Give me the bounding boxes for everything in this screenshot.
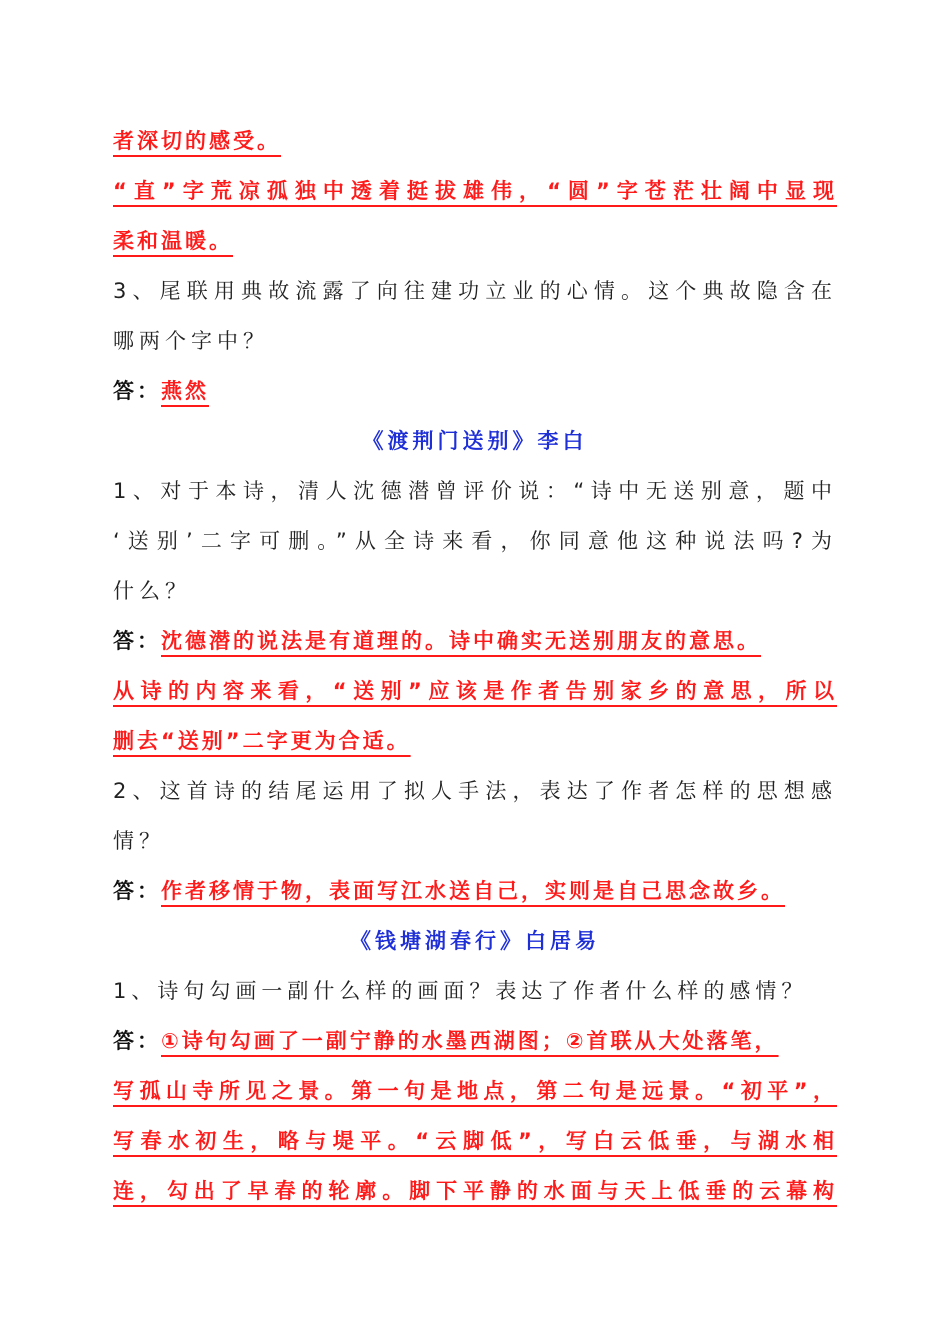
answer-label: 答： [113,379,161,403]
answer-line: 柔和温暖。 [113,229,233,253]
answer-label: 答： [113,879,161,903]
answer-line: 答：作者移情于物，表面写江水送自己，实则是自己思念故乡。 [113,879,785,903]
question-line: ‘送别’二字可删。”从全诗来看，你同意他这种说法吗?为 [113,529,837,553]
question-line: 情？ [113,829,165,853]
answer-line: “直”字荒凉孤独中透着挺拔雄伟，“圆”字苍茫壮阔中显现 [113,179,837,203]
question-line: 什么？ [113,579,191,603]
question-line: 2、这首诗的结尾运用了拟人手法，表达了作者怎样的思想感 [113,779,837,803]
answer-line: 答：①诗句勾画了一副宁静的水墨西湖图；②首联从大处落笔， [113,1029,779,1053]
answer-line: 答：燕然 [113,379,209,403]
answer-line: 答：沈德潜的说法是有道理的。诗中确实无送别朋友的意思。 [113,629,761,653]
answer-line: 写孤山寺所见之景。第一句是地点，第二句是远景。“初平”， [113,1079,837,1103]
poem-title: 《渡荆门送别》李白 [362,429,588,453]
answer-line: 写春水初生，略与堤平。“云脚低”，写白云低垂，与湖水相 [113,1129,837,1153]
question-line: 1、诗句勾画一副什么样的画面？表达了作者什么样的感情？ [113,979,808,1003]
question-line: 1、对于本诗，清人沈德潜曾评价说：“诗中无送别意，题中 [113,479,837,503]
question-line: 哪两个字中？ [113,329,269,353]
answer-label: 答： [113,629,161,653]
poem-title: 《钱塘湖春行》白居易 [350,929,600,953]
answer-line: 者深切的感受。 [113,129,281,153]
answer-line: 删去“送别”二字更为合适。 [113,729,411,753]
answer-line: 从诗的内容来看，“送别”应该是作者告别家乡的意思，所以 [113,679,837,703]
answer-line: 连，勾出了早春的轮廓。脚下平静的水面与天上低垂的云幕构 [113,1179,837,1203]
question-line: 3、尾联用典故流露了向往建功立业的心情。这个典故隐含在 [113,279,837,303]
document-page [113,116,837,1216]
answer-label: 答： [113,1029,161,1053]
